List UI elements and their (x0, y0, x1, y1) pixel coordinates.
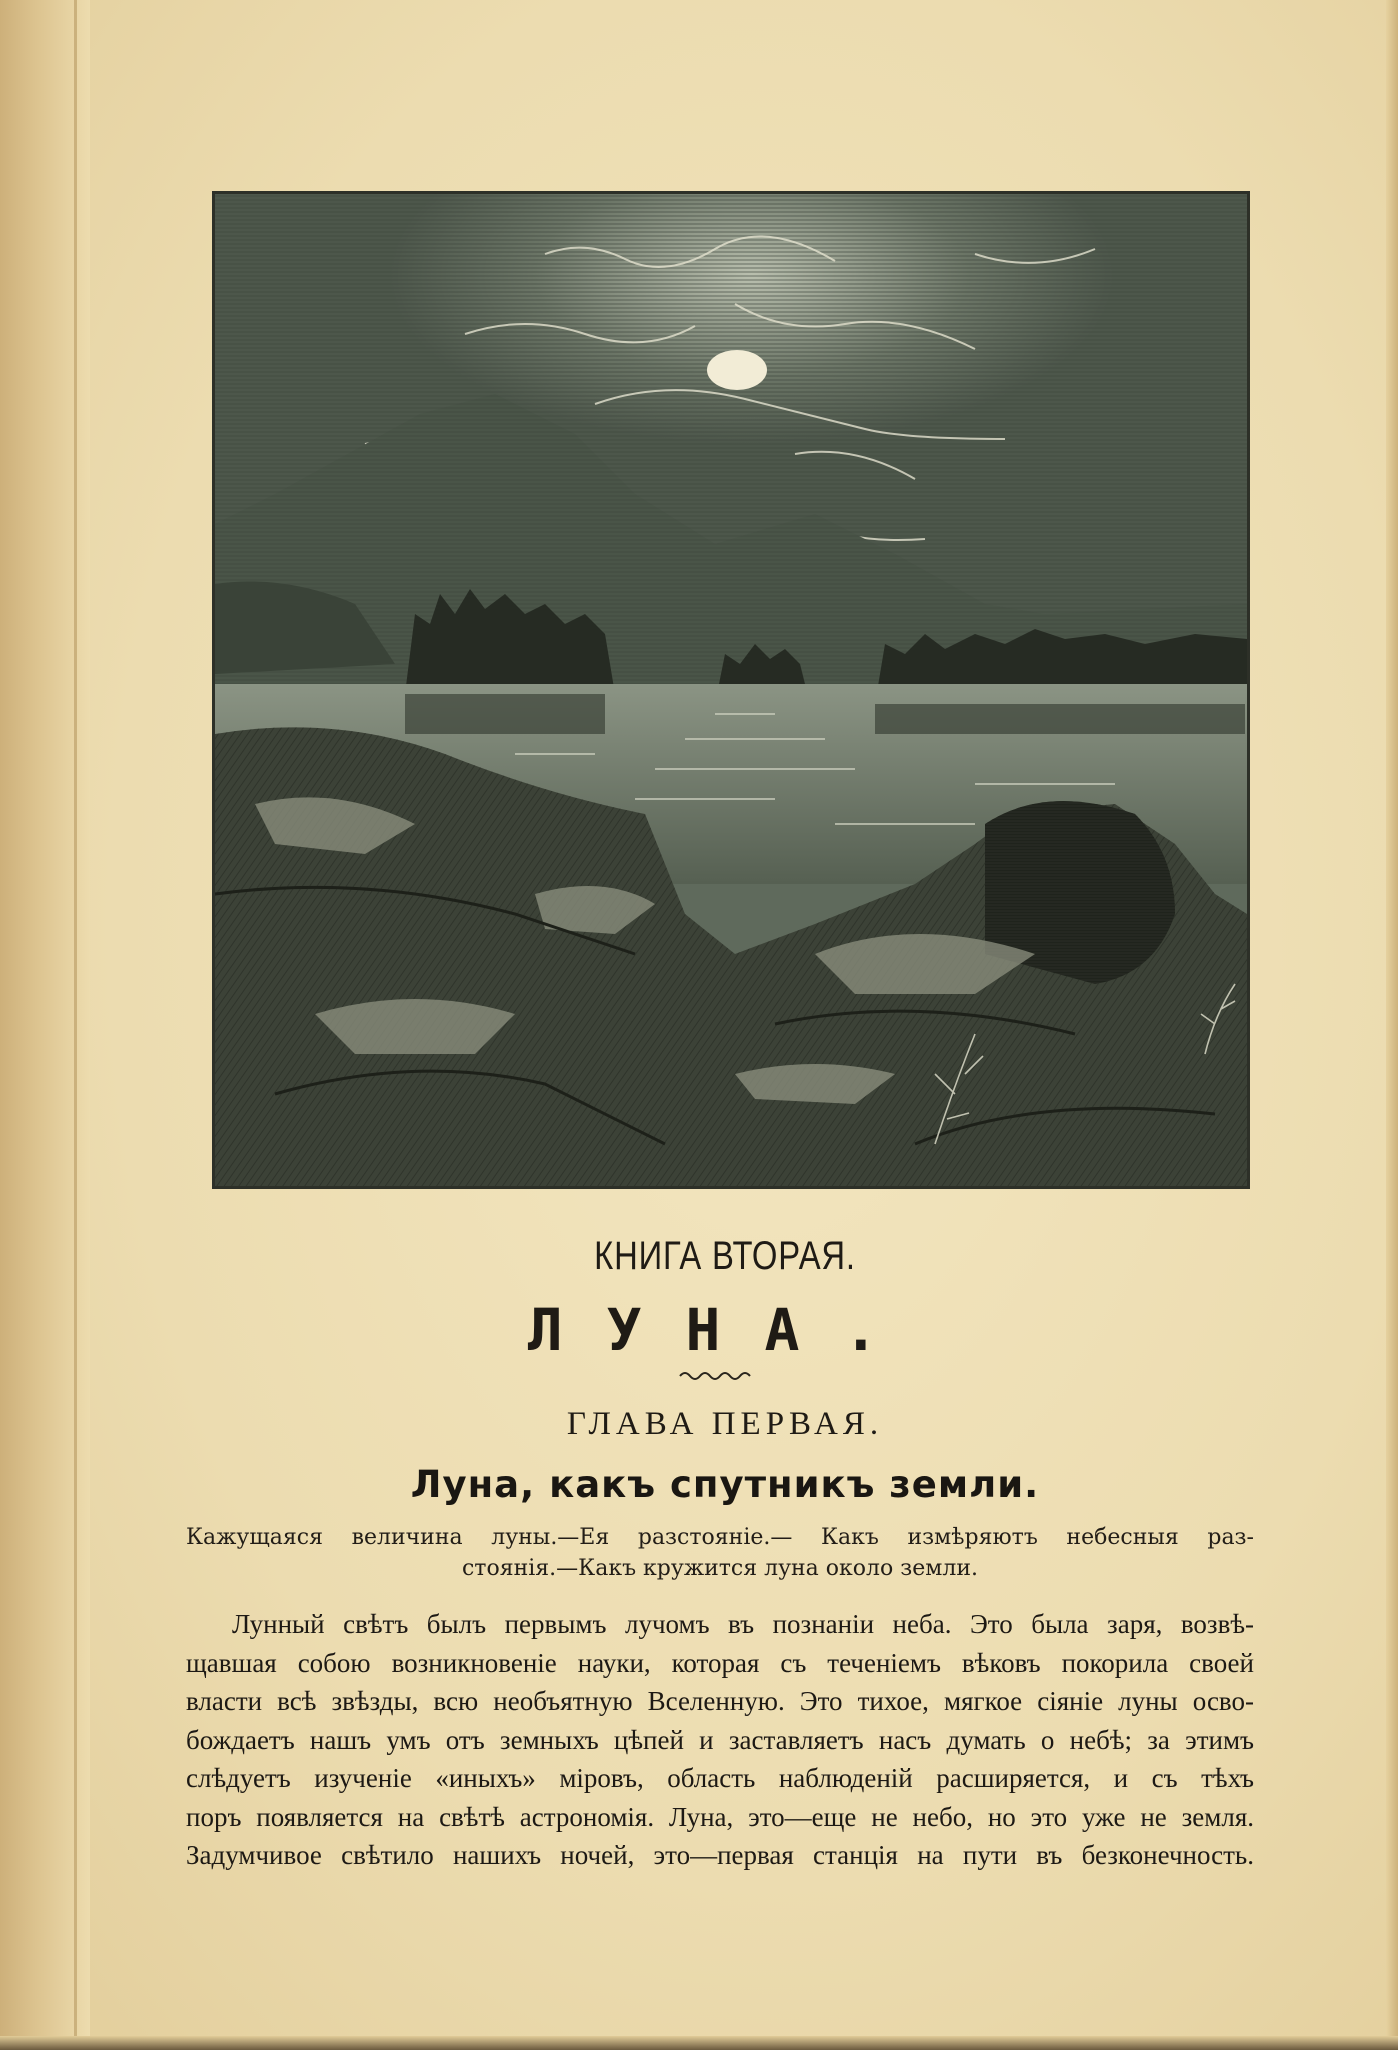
summary-line: Кажущаяся величина луны.—Ея разстояніе.— Какъ измѣряютъ небесныя раз- (186, 1525, 1254, 1550)
chapter-summary (186, 1522, 1254, 1584)
summary-line: стоянія.—Какъ кружится луна около земли. (461, 1556, 979, 1581)
chapter-title: Луна, какъ спутникъ земли. (410, 1463, 1040, 1506)
body-line: щавшая собою возникновеніе науки, которая съ теченіемъ вѣковъ покорила своей (186, 1647, 1254, 1678)
body-line: слѣдуетъ изученіе «иныхъ» міровъ, область наблюденій расширяется, и съ тѣхъ (186, 1763, 1254, 1793)
body-line: бождаетъ нашъ умъ отъ земныхъ цѣпей и заставляетъ насъ думать о небѣ; за этимъ (186, 1724, 1254, 1755)
page-edge-right (1386, 0, 1398, 2050)
chapter-label: ГЛАВА ПЕРВАЯ. (566, 1406, 884, 1442)
wave-ornament-icon (678, 1366, 758, 1386)
book-title: КНИГА ВТОРАЯ. (594, 1234, 856, 1278)
body-line: поръ появляется на свѣтѣ астрономія. Луна, это—еще не небо, но это уже не земля. (186, 1801, 1254, 1832)
page-edge-bottom (0, 2036, 1398, 2050)
moonlit-lake-engraving-icon (212, 191, 1250, 1189)
body-line: Задумчивое свѣтило нашихъ ночей, это—первая станція на пути въ безконечность. (186, 1840, 1254, 1870)
gutter-line (74, 0, 77, 2050)
body-line: власти всѣ звѣзды, всю необъятную Вселенную. Это тихое, мягкое сіяніе луны осво- (186, 1686, 1254, 1716)
engraving-svg (215, 194, 1247, 1186)
moon-icon (707, 350, 767, 390)
body-paragraph (186, 1605, 1254, 1875)
body-line: Лунный свѣтъ былъ первымъ лучомъ въ познаніи неба. Это была заря, возвѣ- (232, 1609, 1254, 1639)
main-title: ЛУНА. (527, 1296, 923, 1364)
